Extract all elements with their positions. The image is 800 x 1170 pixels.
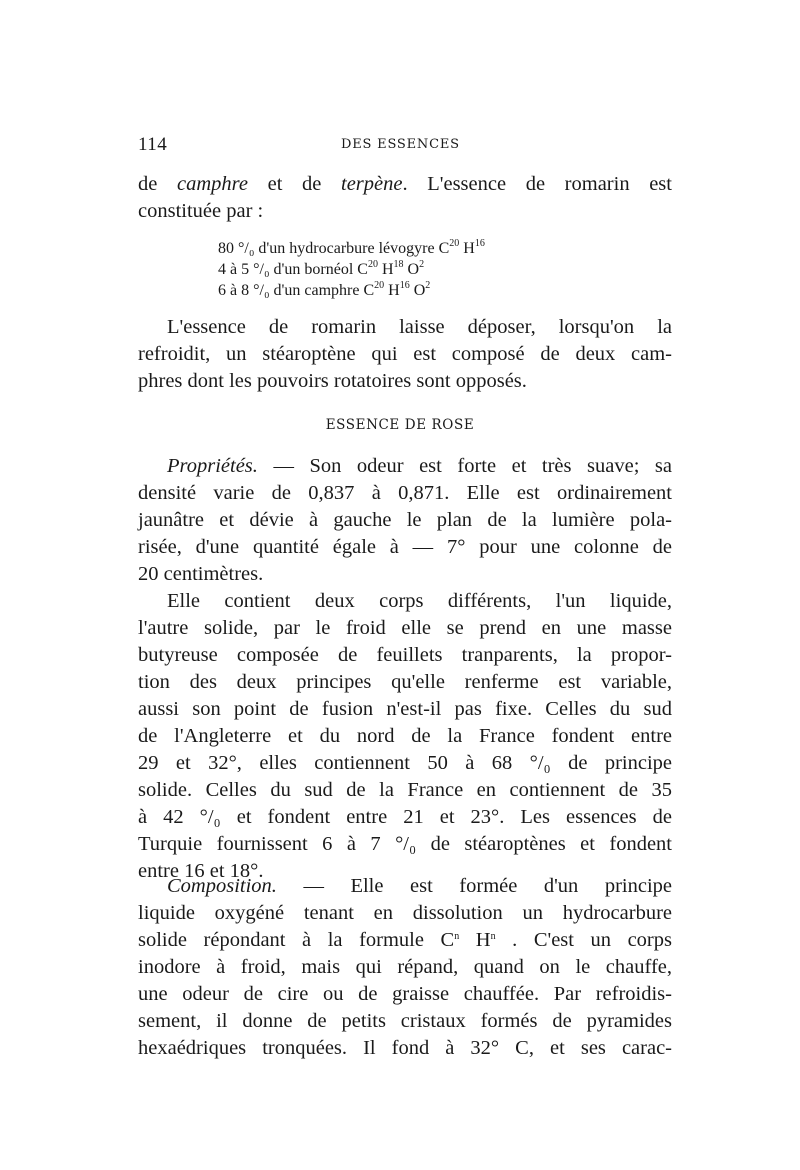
text-line: densité varie de 0,837 à 0,871. Elle est ordinairement [138,482,672,504]
italic-term: camphre [176,173,248,195]
text-line: Elle contient deux corps différents, l'un liquide, [167,590,672,612]
text-line: sement, il donne de petits cristaux formés de pyramides [138,1010,672,1032]
text-line: butyreuse composée de feuillets tranparents, la propor- [138,644,672,666]
text-line: entre 16 et 18°. [138,860,264,882]
page-number: 114 [138,134,168,155]
text-line: solide. Celles du sud de la France en contiennent de 35 [138,779,672,801]
paragraph-continuation [138,171,672,225]
text-line: L'essence de romarin laisse déposer, lorsqu'on la [167,316,672,338]
list-item: 6 à 8 °/₀ d'un camphre $C^{20}$ $H^{16}$ $O^2$ [218,280,431,299]
paragraph-contient [138,588,672,885]
page-header [138,134,672,156]
text-line: refroidit, un stéaroptène qui est composé de deux cam- [138,343,672,365]
paragraph-composition [138,873,672,1062]
text-line: de l'Angleterre et du nord de la France fondent entre [138,725,672,747]
text-line: hexaédriques tronquées. Il fond à 32° C, et ses carac- [138,1037,672,1059]
text-line: jaunâtre et dévie à gauche le plan de la lumière pola- [138,509,672,531]
text-line: risée, d'une quantité égale à — 7° pour une colonne de [138,536,672,558]
text-line: phres dont les pouvoirs rotatoires sont opposés. [138,370,527,392]
paragraph-proprietes [138,453,672,588]
text-line: tion des deux principes qu'elle renferme est variable, [138,671,672,693]
paragraph-romarin [138,314,672,395]
text-line: à 42 °/₀ et fondent entre 21 et 23°. Les essences de [138,806,672,828]
text-line: liquide oxygéné tenant en dissolution un hydrocarbure [138,902,672,924]
list-item: 80 °/₀ d'un hydrocarbure lévogyre $C^{20}$ $H^{16}$ [218,238,485,257]
text-line: aussi son point de fusion n'est-il pas fixe. Celles du sud [138,698,672,720]
text-line: Turquie fournissent 6 à 7 °/₀ de stéaroptènes et fondent [138,833,672,855]
text-line: 29 et 32°, elles contiennent 50 à 68 °/₀ de principe [138,752,672,774]
running-head: DES ESSENCES [341,137,460,152]
composition-list [218,238,485,301]
text-line: Propriétés. — Son odeur est forte et très suave; sa [167,455,672,477]
text-line: solide répondant à la formule $C^n$ $H^n$ . C'est un corps [138,929,672,951]
subsection-heading: Composition. [167,875,277,897]
text-line: constituée par : [138,200,264,222]
italic-term: terpène [341,173,403,195]
list-item: 4 à 5 °/₀ d'un bornéol $C^{20}$ $H^{18}$ $O^2$ [218,259,425,278]
section-title: ESSENCE DE ROSE [325,417,475,433]
text-line: une odeur de cire ou de graisse chauffée. Par refroidis- [138,983,672,1005]
text-line: Composition. — Elle est formée d'un principe [167,875,672,897]
text-line: l'autre solide, par le froid elle se prend en une masse [138,617,672,639]
subsection-heading: Propriétés. [167,455,258,477]
text-line: 20 centimètres. [138,563,264,585]
text-line: de camphre et de terpène. L'essence de romarin est [138,173,672,195]
text-line: inodore à froid, mais qui répand, quand on le chauffe, [138,956,672,978]
